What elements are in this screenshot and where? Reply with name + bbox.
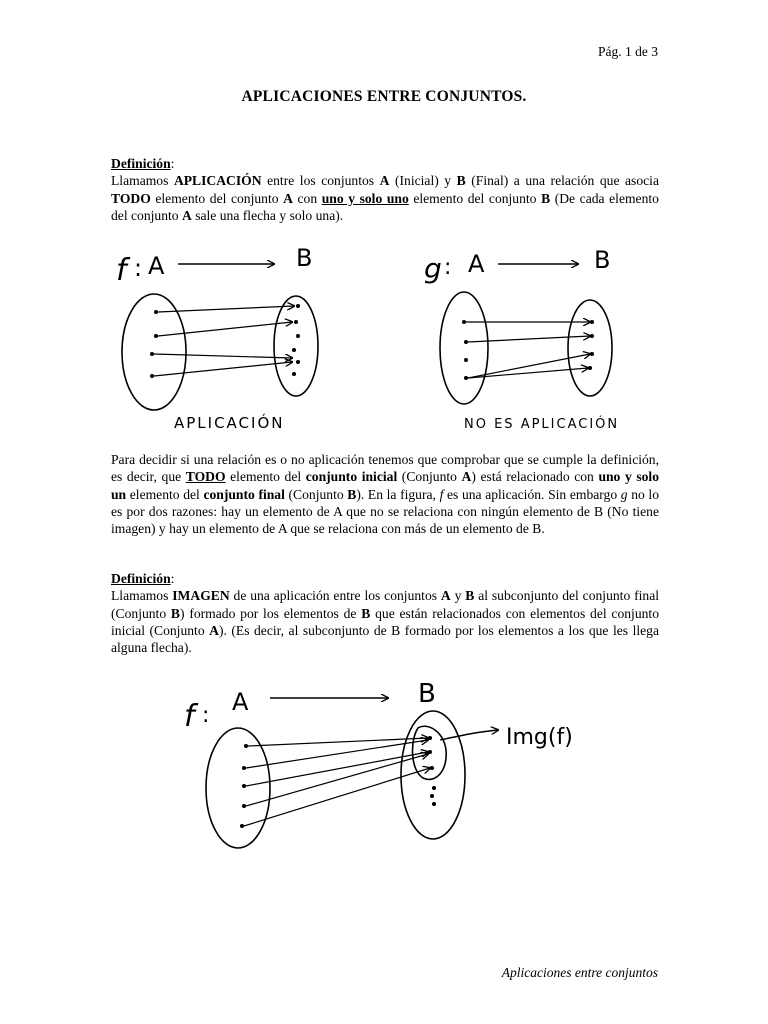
set-a-ellipse	[440, 292, 488, 404]
page-title: APLICACIONES ENTRE CONJUNTOS.	[241, 88, 527, 105]
set-a-label: A	[232, 688, 249, 716]
definition-imagen: Definición: Llamamos IMAGEN de una aplicación entre los conjuntos A y B al subconjunto del conjunto final (Conjunto B) formado por los elementos de B que están relacionados con elementos del conjunto inicial (Conjunto A). (Es decir, al subconjunto de B formado por los elementos a los que les llega alguna flecha).	[111, 571, 660, 656]
diagram-f-aplicacion	[116, 244, 318, 432]
set-b-label: B	[296, 244, 313, 272]
set-b-ellipse	[274, 296, 318, 396]
page-number: Pág. 1 de 3	[598, 44, 658, 59]
set-a-label: A	[148, 252, 165, 280]
image-label: Img(f)	[506, 725, 573, 750]
set-b-ellipse	[401, 711, 465, 839]
svg-text::: :	[202, 703, 210, 728]
svg-text::: :	[444, 255, 452, 280]
set-b-label: B	[418, 679, 436, 709]
image-pointer-arrow	[440, 730, 498, 740]
figure-imagen	[178, 670, 590, 856]
function-f-label: f	[116, 253, 127, 288]
diagram-g-no-aplicacion	[424, 246, 619, 432]
page-footer: Aplicaciones entre conjuntos	[501, 965, 658, 980]
svg-text::: :	[134, 254, 143, 282]
definition-aplicacion: Definición: Llamamos APLICACIÓN entre los conjuntos A (Inicial) y B (Final) a una relación que asocia TODO elemento del conjunto A con uno y solo uno elemento del conjunto B (De cada elemento del conjunto A sale una flecha y solo una).	[111, 156, 659, 223]
paragraph-explanation: Para decidir si una relación es o no aplicación tenemos que comprobar que se cumple la definición, es decir, que TODO elemento del conjunto inicial (Conjunto A) está relacionado con uno y solo un elemento del conjunto final (Conjunto B). En la figura, f es una aplicación. Sin embargo g no lo es por dos razones: hay un elemento de A que no se relaciona con ningún elemento de B (No tiene imagen) y hay un elemento de A que se relaciona con más de un elemento de B.	[111, 452, 660, 537]
caption-aplicacion: APLICACIÓN	[174, 414, 285, 432]
set-b-label: B	[594, 246, 611, 274]
function-f-label: f	[184, 699, 195, 734]
definition-heading: Definición	[111, 571, 171, 586]
function-g-label: g	[424, 252, 442, 285]
set-b-ellipse	[568, 300, 612, 396]
figure-aplicacion-comparison	[108, 236, 656, 444]
caption-no-aplicacion: NO ES APLICACIÓN	[464, 417, 620, 432]
definition-heading: Definición	[111, 156, 171, 171]
set-a-label: A	[468, 250, 485, 278]
